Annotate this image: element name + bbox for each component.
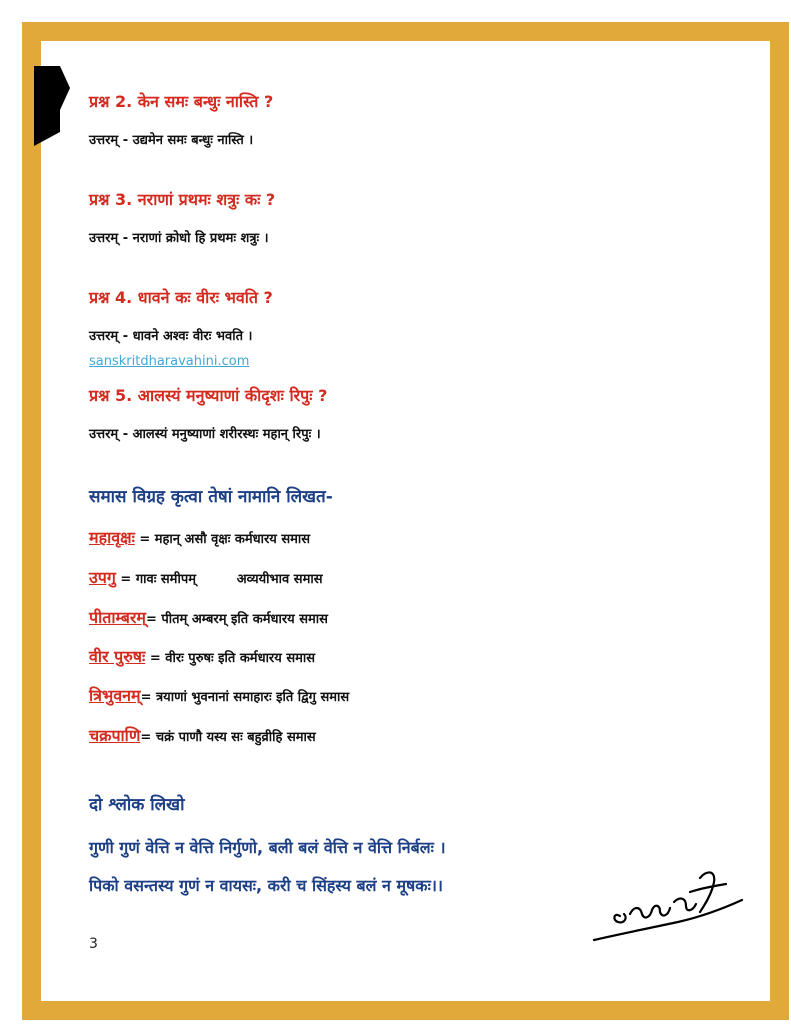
shloka-line: गुणी गुणं वेत्ति न वेत्ति निर्गुणो, बली बलं वेत्ति न वेत्ति निर्बलः । <box>89 838 446 857</box>
samas-heading: समास विग्रह कृत्वा तेषां नामानि लिखत- <box>89 487 333 507</box>
question-text: प्रश्न 4. धावने कः वीरः भवति ? <box>89 288 273 307</box>
samas-detail: = पीतम् अम्बरम् इति कर्मधारय समास <box>145 612 328 627</box>
samas-term: त्रिभुवनम् <box>89 686 141 705</box>
shloka-line: पिको वसन्तस्य गुणं न वायसः, करी च सिंहस्य बलं न मूषकः।। <box>89 876 443 895</box>
samas-row <box>89 526 310 548</box>
samas-row <box>89 684 349 706</box>
samas-detail: = वीरः पुरुषः इति कर्मधारय समास <box>145 651 316 666</box>
qa-block-5 <box>89 384 327 442</box>
samas-term: उपगु <box>89 568 116 587</box>
samas-term: महावृक्षः <box>89 528 135 547</box>
page-tab-marker <box>34 66 70 146</box>
samas-term: चक्रपाणि <box>89 726 141 745</box>
answer-text: उत्तरम् - उद्यमेन समः बन्धुः नास्ति । <box>89 133 254 148</box>
samas-detail: = महान् असौ वृक्षः कर्मधारय समास <box>134 532 311 547</box>
shloka-heading: दो श्लोक लिखो <box>89 795 185 815</box>
qa-block-2 <box>89 90 273 148</box>
question-text: प्रश्न 2. केन समः बन्धुः नास्ति ? <box>89 92 274 111</box>
samas-row <box>89 566 323 588</box>
answer-text: उत्तरम् - नराणां क्रोधो हि प्रथमः शत्रुः । <box>89 231 269 246</box>
qa-block-3 <box>89 188 275 246</box>
qa-block-4 <box>89 286 273 344</box>
handwritten-signature <box>590 862 750 944</box>
samas-detail: = गावः समीपम् अव्ययीभाव समास <box>115 572 323 587</box>
samas-row <box>89 606 328 628</box>
samas-term: वीर पुरुषः <box>89 647 146 666</box>
question-text: प्रश्न 3. नराणां प्रथमः शत्रुः कः ? <box>89 190 276 209</box>
website-link[interactable]: sanskritdharavahini.com <box>89 354 250 369</box>
samas-term: पीताम्बरम् <box>89 608 146 627</box>
page-number: 3 <box>89 936 98 952</box>
samas-row <box>89 724 316 746</box>
samas-detail: = त्रयाणां भुवनानां समाहारः इति द्विगु समास <box>140 690 350 705</box>
answer-text: उत्तरम् - धावने अश्वः वीरः भवति । <box>89 329 253 344</box>
answer-text: उत्तरम् - आलस्यं मनुष्याणां शरीरस्थः महान् रिपुः । <box>89 427 321 442</box>
samas-row <box>89 645 315 667</box>
question-text: प्रश्न 5. आलस्यं मनुष्याणां कीदृशः रिपुः ? <box>89 386 328 405</box>
samas-detail: = चक्रं पाणौ यस्य सः बहुव्रीहि समास <box>140 730 316 745</box>
